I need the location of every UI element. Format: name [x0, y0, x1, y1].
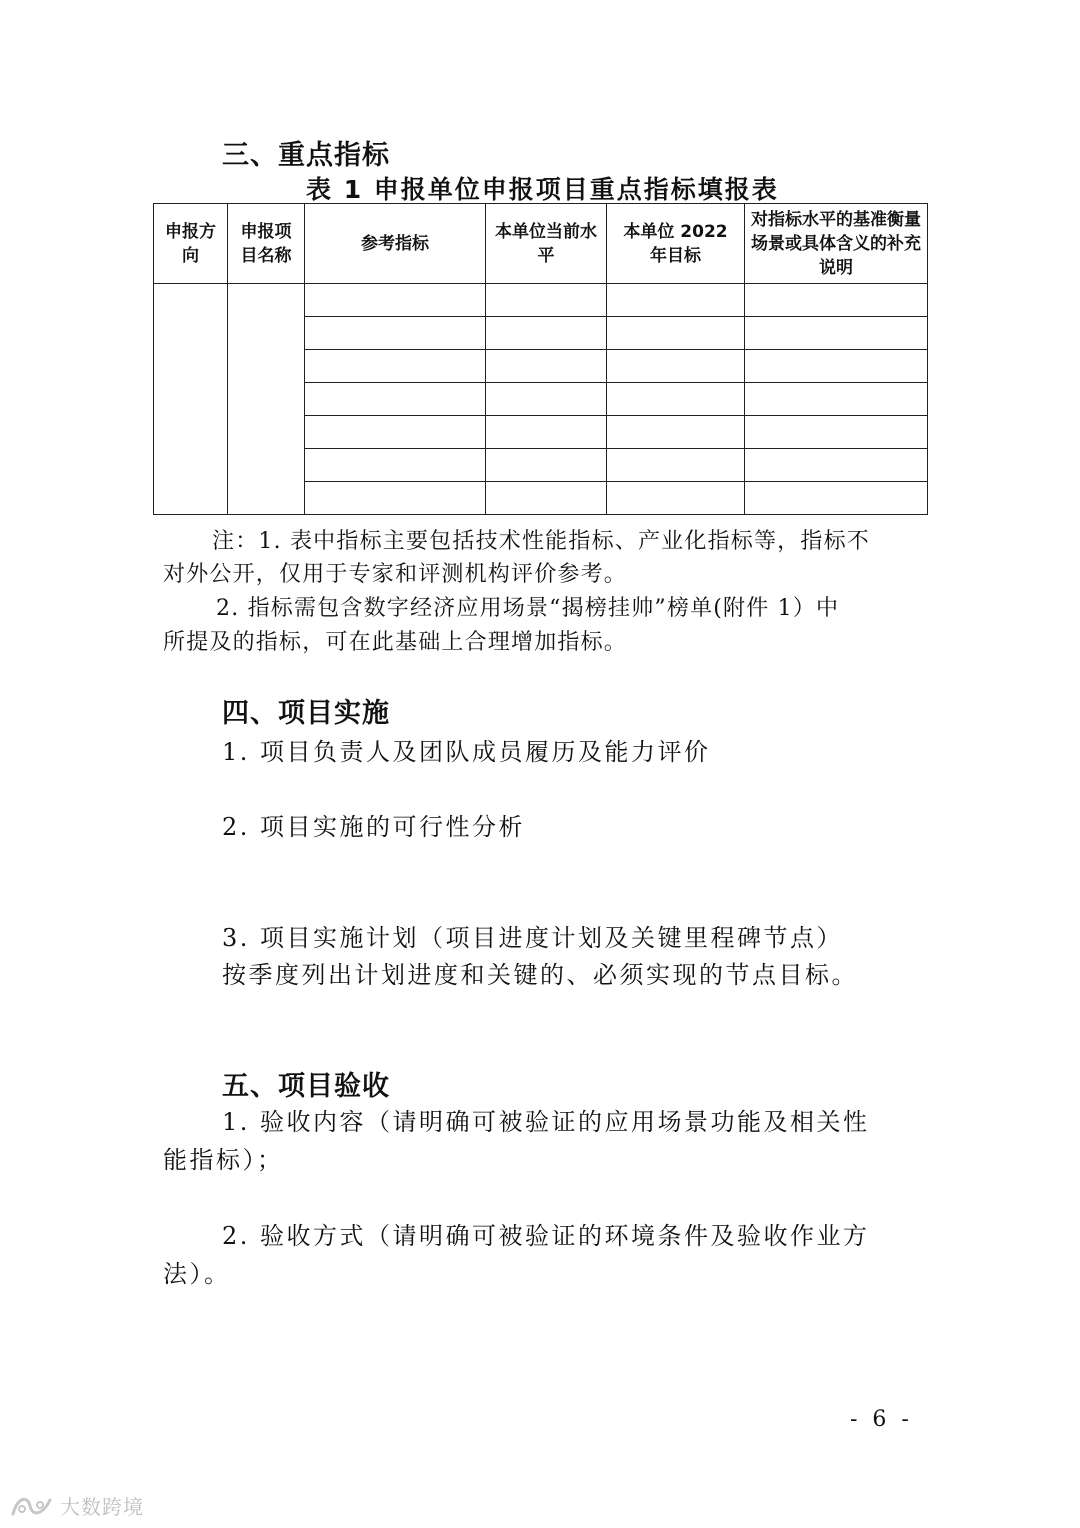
- table-cell: [745, 449, 928, 482]
- table-row: [154, 284, 928, 317]
- table-header-row: [154, 204, 928, 284]
- key-metrics-table: [153, 203, 928, 515]
- table-cell: [486, 383, 607, 416]
- page-number: - 6 -: [850, 1407, 913, 1432]
- table-cell: [607, 383, 745, 416]
- col-header-reference-metric: 参考指标: [305, 204, 486, 284]
- section-4-heading: 四、项目实施: [222, 698, 390, 729]
- table-caption: 表 1 申报单位申报项目重点指标填报表: [306, 175, 779, 204]
- table-cell: [305, 383, 486, 416]
- watermark: [10, 1491, 144, 1520]
- col-header-project-name: 申报项目名称: [228, 204, 305, 284]
- note-2-line-1: 2. 指标需包含数字经济应用场景“揭榜挂帅”榜单(附件 1）中: [216, 596, 840, 621]
- table-cell: [607, 482, 745, 515]
- col-header-2022-target: 本单位 2022 年目标: [607, 204, 745, 284]
- table-cell: [745, 284, 928, 317]
- table-cell: [745, 350, 928, 383]
- table-cell: [607, 284, 745, 317]
- col-header-direction: 申报方向: [154, 204, 228, 284]
- table-cell-direction: [154, 284, 228, 515]
- section-4-item-3-line-1: 3. 项目实施计划（项目进度计划及关键里程碑节点）: [222, 924, 844, 952]
- table-cell: [607, 449, 745, 482]
- table-cell: [745, 416, 928, 449]
- section-5-item-1-line-1: 1. 验收内容（请明确可被验证的应用场景功能及相关性: [222, 1108, 870, 1136]
- logo-icon: [10, 1494, 54, 1518]
- table-cell: [305, 416, 486, 449]
- table-cell: [305, 317, 486, 350]
- table-cell-project-name: [228, 284, 305, 515]
- table-cell: [486, 449, 607, 482]
- note-1-line-1: 注：1. 表中指标主要包括技术性能指标、产业化指标等，指标不: [212, 529, 870, 554]
- section-5-item-2-line-2: 法）。: [163, 1260, 231, 1288]
- col-header-explanation: 对指标水平的基准衡量场景或具体含义的补充说明: [745, 204, 928, 284]
- table-cell: [305, 482, 486, 515]
- note-1-line-2: 对外公开，仅用于专家和评测机构评价参考。: [163, 562, 628, 587]
- table-cell: [486, 317, 607, 350]
- table-cell: [607, 416, 745, 449]
- section-5-item-2-line-1: 2. 验收方式（请明确可被验证的环境条件及验收作业方: [222, 1222, 870, 1250]
- table-cell: [486, 284, 607, 317]
- section-5-item-1-line-2: 能指标）；: [163, 1146, 284, 1174]
- table-cell: [305, 350, 486, 383]
- note-2-line-2: 所提及的指标，可在此基础上合理增加指标。: [163, 630, 628, 655]
- table-cell: [745, 482, 928, 515]
- table-cell: [745, 317, 928, 350]
- table-cell: [745, 383, 928, 416]
- watermark-text: 大数跨境: [60, 1495, 144, 1519]
- section-5-heading: 五、项目验收: [222, 1071, 390, 1102]
- section-4-item-3-line-2: 按季度列出计划进度和关键的、必须实现的节点目标。: [222, 961, 858, 989]
- table-cell: [607, 317, 745, 350]
- table-cell: [305, 449, 486, 482]
- table-cell: [486, 482, 607, 515]
- table-cell: [305, 284, 486, 317]
- table-cell: [486, 416, 607, 449]
- section-4-item-2: 2. 项目实施的可行性分析: [222, 813, 526, 841]
- section-3-heading: 三、重点指标: [222, 140, 390, 171]
- table-cell: [486, 350, 607, 383]
- col-header-current-level: 本单位当前水平: [486, 204, 607, 284]
- table-cell: [607, 350, 745, 383]
- section-4-item-1: 1. 项目负责人及团队成员履历及能力评价: [222, 738, 711, 766]
